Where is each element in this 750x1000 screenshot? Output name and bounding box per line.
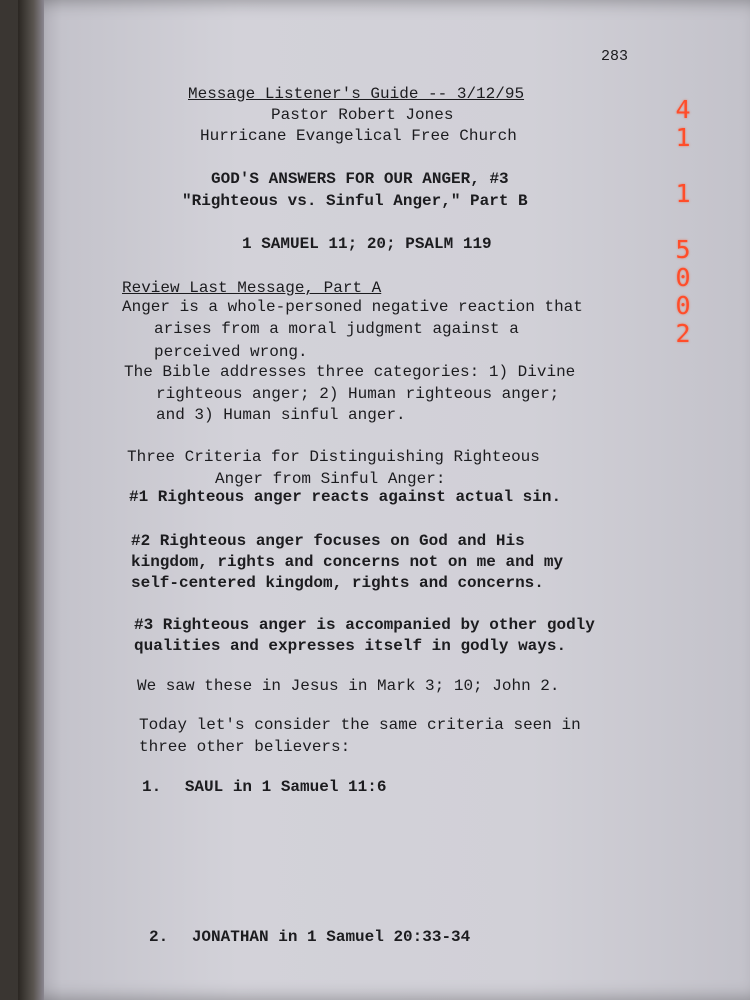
- point-text: SAUL in 1 Samuel 11:6: [184, 778, 387, 796]
- categories-line: and 3) Human sinful anger.: [156, 406, 406, 424]
- sermon-title: GOD'S ANSWERS FOR OUR ANGER, #3: [211, 170, 509, 188]
- definition-line: arises from a moral judgment against a: [154, 320, 519, 338]
- criterion-2-line: self-centered kingdom, rights and concerns.: [131, 574, 544, 592]
- pastor-name: Pastor Robert Jones: [271, 106, 454, 124]
- sermon-subtitle: "Righteous vs. Sinful Anger," Part B: [182, 192, 528, 210]
- guide-title: Message Listener's Guide -- 3/12/95: [188, 85, 525, 103]
- definition-line: perceived wrong.: [154, 343, 308, 361]
- point-2: [149, 928, 470, 946]
- definition-line: Anger is a whole-personed negative reaction that: [122, 298, 583, 316]
- today-line: Today let's consider the same criteria seen in: [139, 716, 581, 734]
- scripture-reference: 1 SAMUEL 11; 20; PSALM 119: [242, 235, 492, 253]
- categories-line: righteous anger; 2) Human righteous anger;: [156, 385, 560, 403]
- today-line: three other believers:: [139, 738, 351, 756]
- categories-line: The Bible addresses three categories: 1) Divine: [124, 363, 576, 381]
- point-1: [142, 778, 386, 796]
- point-number: 2.: [149, 928, 169, 946]
- church-name: Hurricane Evangelical Free Church: [200, 127, 517, 145]
- page-number: 283: [601, 48, 629, 65]
- camera-date-stamp: 4 1 1 5 0 0 2: [675, 95, 691, 348]
- review-heading: Review Last Message, Part A: [122, 279, 382, 297]
- criterion-3-line: qualities and expresses itself in godly ways.: [134, 637, 567, 655]
- criterion-2-line: #2 Righteous anger focuses on God and His: [131, 532, 525, 550]
- criteria-intro-line: Anger from Sinful Anger:: [215, 470, 446, 488]
- criterion-3-line: #3 Righteous anger is accompanied by other godly: [134, 616, 595, 634]
- book-spine-shadow: [18, 0, 44, 1000]
- document-page: [18, 0, 750, 1000]
- jesus-note: We saw these in Jesus in Mark 3; 10; John 2.: [137, 677, 560, 695]
- point-number: 1.: [142, 778, 162, 796]
- criterion-1: #1 Righteous anger reacts against actual sin.: [129, 488, 562, 506]
- criterion-2-line: kingdom, rights and concerns not on me and my: [131, 553, 564, 571]
- point-text: JONATHAN in 1 Samuel 20:33-34: [191, 928, 471, 946]
- criteria-intro-line: Three Criteria for Distinguishing Righteous: [127, 448, 540, 466]
